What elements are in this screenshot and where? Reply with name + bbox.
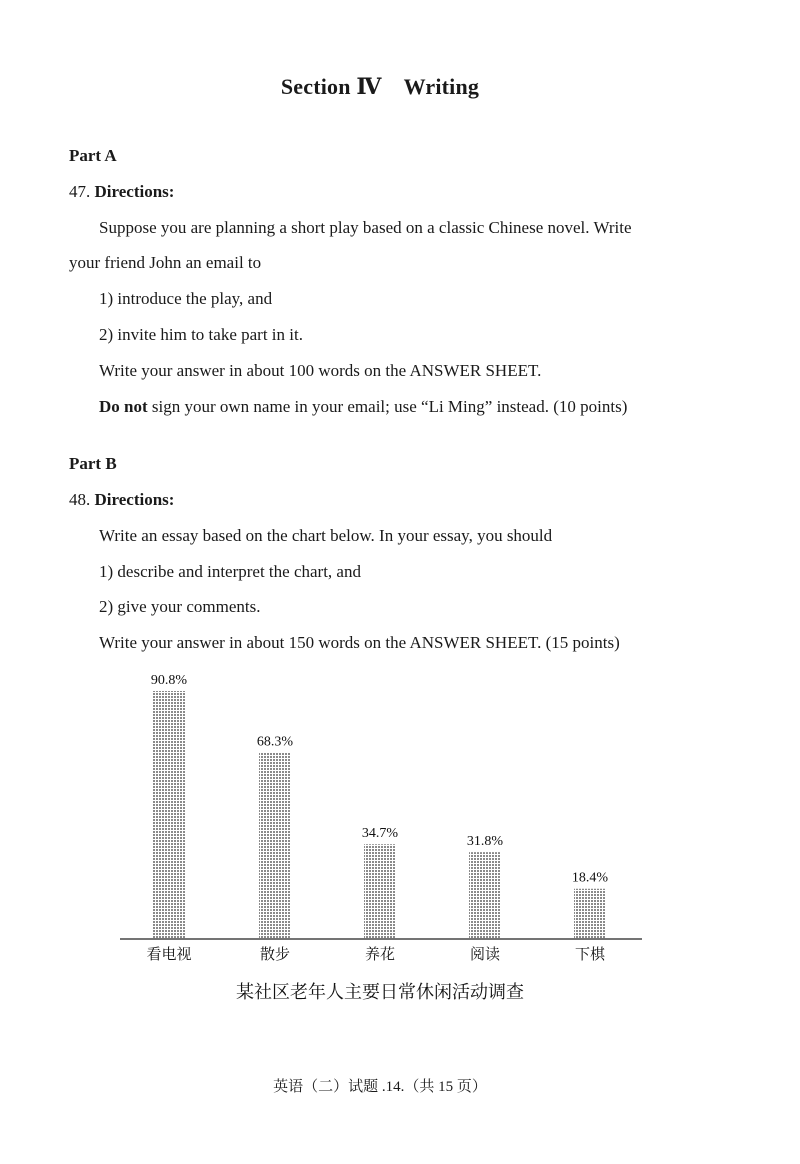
question-48-item2: 2) give your comments. bbox=[99, 597, 261, 616]
question-47-item1: 1) introduce the play, and bbox=[99, 289, 273, 308]
part-b-heading: Part B bbox=[69, 454, 117, 473]
value-label-1: 90.8% bbox=[150, 673, 188, 688]
question-47-directions-label: Directions: bbox=[94, 182, 175, 201]
category-label-1: 看电视 bbox=[146, 945, 192, 963]
chart-bars bbox=[153, 691, 606, 939]
question-47-note-bold: Do not bbox=[99, 397, 148, 416]
question-48-item1: 1) describe and interpret the chart, and bbox=[99, 562, 361, 581]
question-48-instruction: Write your answer in about 150 words on the ANSWER SHEET. (15 points) bbox=[99, 633, 620, 652]
question-48-line1: Write an essay based on the chart below. In your essay, you should bbox=[99, 526, 553, 545]
section-title-number: Section Ⅳ bbox=[280, 74, 382, 99]
chart-title: 某社区老年人主要日常休闲活动调查 bbox=[236, 982, 524, 1003]
question-47-number: 47. bbox=[69, 182, 91, 201]
category-label-5: 下棋 bbox=[574, 945, 606, 963]
bar-4 bbox=[469, 852, 501, 939]
bar-2 bbox=[259, 752, 291, 939]
part-a-heading: Part A bbox=[69, 146, 117, 165]
category-label-3: 养花 bbox=[364, 945, 396, 963]
value-label-3: 34.7% bbox=[361, 826, 399, 842]
question-47-note-rest: sign your own name in your email; use “Li Ming” instead. (10 points) bbox=[147, 397, 628, 416]
bar-5 bbox=[574, 889, 606, 939]
question-47-line2: your friend John an email to bbox=[69, 253, 262, 272]
category-label-4: 阅读 bbox=[469, 945, 501, 963]
section-title-name: Writing bbox=[403, 74, 480, 99]
bar-3 bbox=[364, 844, 396, 939]
question-47-line1: Suppose you are planning a short play based on a classic Chinese novel. Write bbox=[99, 218, 632, 237]
bar-1 bbox=[153, 691, 185, 939]
value-label-2: 68.3% bbox=[256, 734, 294, 750]
value-label-5: 18.4% bbox=[571, 870, 609, 886]
question-47-item2: 2) invite him to take part in it. bbox=[99, 325, 303, 344]
question-48-number: 48. bbox=[69, 490, 91, 509]
question-47-instruction: Write your answer in about 100 words on the ANSWER SHEET. bbox=[99, 361, 542, 380]
page-footer: 英语（二）试题 .14.（共 15 页） bbox=[273, 1079, 487, 1095]
category-label-2: 散步 bbox=[259, 945, 291, 963]
question-48-directions-label: Directions: bbox=[94, 490, 175, 509]
value-label-4: 31.8% bbox=[466, 834, 504, 850]
